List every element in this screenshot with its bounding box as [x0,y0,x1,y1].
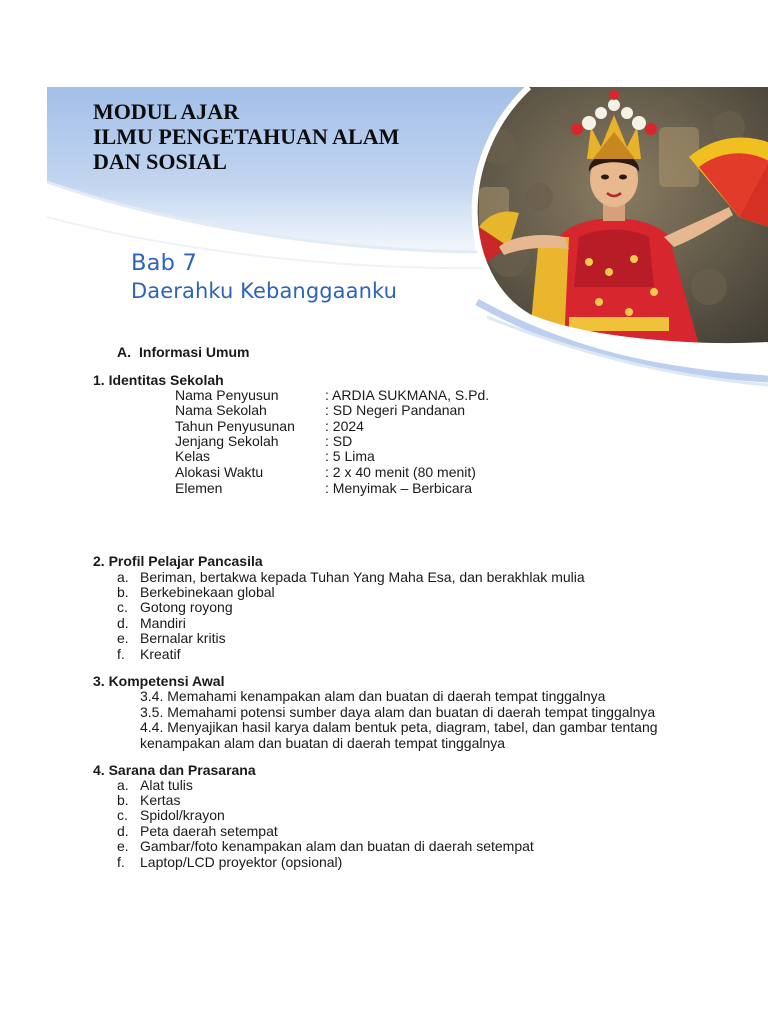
kompetensi-item: 3.5. Memahami potensi sumber daya alam dan buatan di daerah tempat tinggalnya [140,704,656,720]
list-item: Laptop/LCD proyektor (opsional) [140,854,343,870]
balinese-dancer-photo [469,87,768,345]
list-item-letter: a. [117,777,129,793]
title-line-3: DAN SOSIAL [93,149,227,174]
title-line-2: ILMU PENGETAHUAN ALAM [93,124,400,149]
list-item-letter: c. [117,807,128,823]
identitas-label: Jenjang Sekolah [175,433,279,449]
list-item: Berkebinekaan global [140,584,275,600]
section-a-letter: A. [117,344,131,360]
chapter-number: Bab 7 [131,250,197,276]
list-item-letter: d. [117,615,129,631]
list-item-letter: e. [117,630,129,646]
sarana-heading: 4. Sarana dan Prasarana [93,762,256,778]
identitas-label: Nama Penyusun [175,387,279,403]
list-item: Kreatif [140,646,181,662]
list-item-letter: c. [117,599,128,615]
list-item: Peta daerah setempat [140,823,278,839]
list-item: Kertas [140,792,181,808]
section-a-title: Informasi Umum [139,344,250,360]
list-item: Beriman, bertakwa kepada Tuhan Yang Maha Esa, dan berakhlak mulia [140,569,585,585]
identitas-value: : 5 Lima [325,448,375,464]
identitas-heading: 1. Identitas Sekolah [93,372,224,388]
list-item: Spidol/krayon [140,807,225,823]
identitas-value: : ARDIA SUKMANA, S.Pd. [325,387,490,403]
list-item-letter: b. [117,792,129,808]
title-line-1: MODUL AJAR [93,99,240,124]
kompetensi-item: 4.4. Menyajikan hasil karya dalam bentuk peta, diagram, tabel, dan gambar tentang [140,719,658,735]
module-title [93,99,399,174]
identitas-value: : 2 x 40 menit (80 menit) [325,464,476,480]
chapter-title: Daerahku Kebanggaanku [131,279,398,303]
identitas-label: Nama Sekolah [175,402,267,418]
identitas-value: : SD [325,433,353,449]
list-item: Alat tulis [140,777,193,793]
list-item-letter: e. [117,838,129,854]
identitas-value: : 2024 [325,418,364,434]
identitas-value: : Menyimak – Berbicara [325,480,473,496]
list-item: Gambar/foto kenampakan alam dan buatan di daerah setempat [140,838,534,854]
header-banner [47,87,768,387]
identitas-label: Kelas [175,448,211,464]
list-item: Gotong royong [140,599,233,615]
kompetensi-item: 3.4. Memahami kenampakan alam dan buatan di daerah tempat tinggalnya [140,688,606,704]
kompetensi-heading: 3. Kompetensi Awal [93,673,225,689]
identitas-label: Alokasi Waktu [175,464,264,480]
list-item-letter: d. [117,823,129,839]
list-item: Mandiri [140,615,186,631]
list-item-letter: a. [117,569,129,585]
list-item-letter: b. [117,584,129,600]
identitas-value: : SD Negeri Pandanan [325,402,466,418]
profil-heading: 2. Profil Pelajar Pancasila [93,553,263,569]
kompetensi-item: kenampakan alam dan buatan di daerah tempat tinggalnya [140,735,506,751]
identitas-label: Elemen [175,480,223,496]
identitas-label: Tahun Penyusunan [175,418,295,434]
list-item-letter: f. [117,646,125,662]
list-item: Bernalar kritis [140,630,226,646]
list-item-letter: f. [117,854,125,870]
